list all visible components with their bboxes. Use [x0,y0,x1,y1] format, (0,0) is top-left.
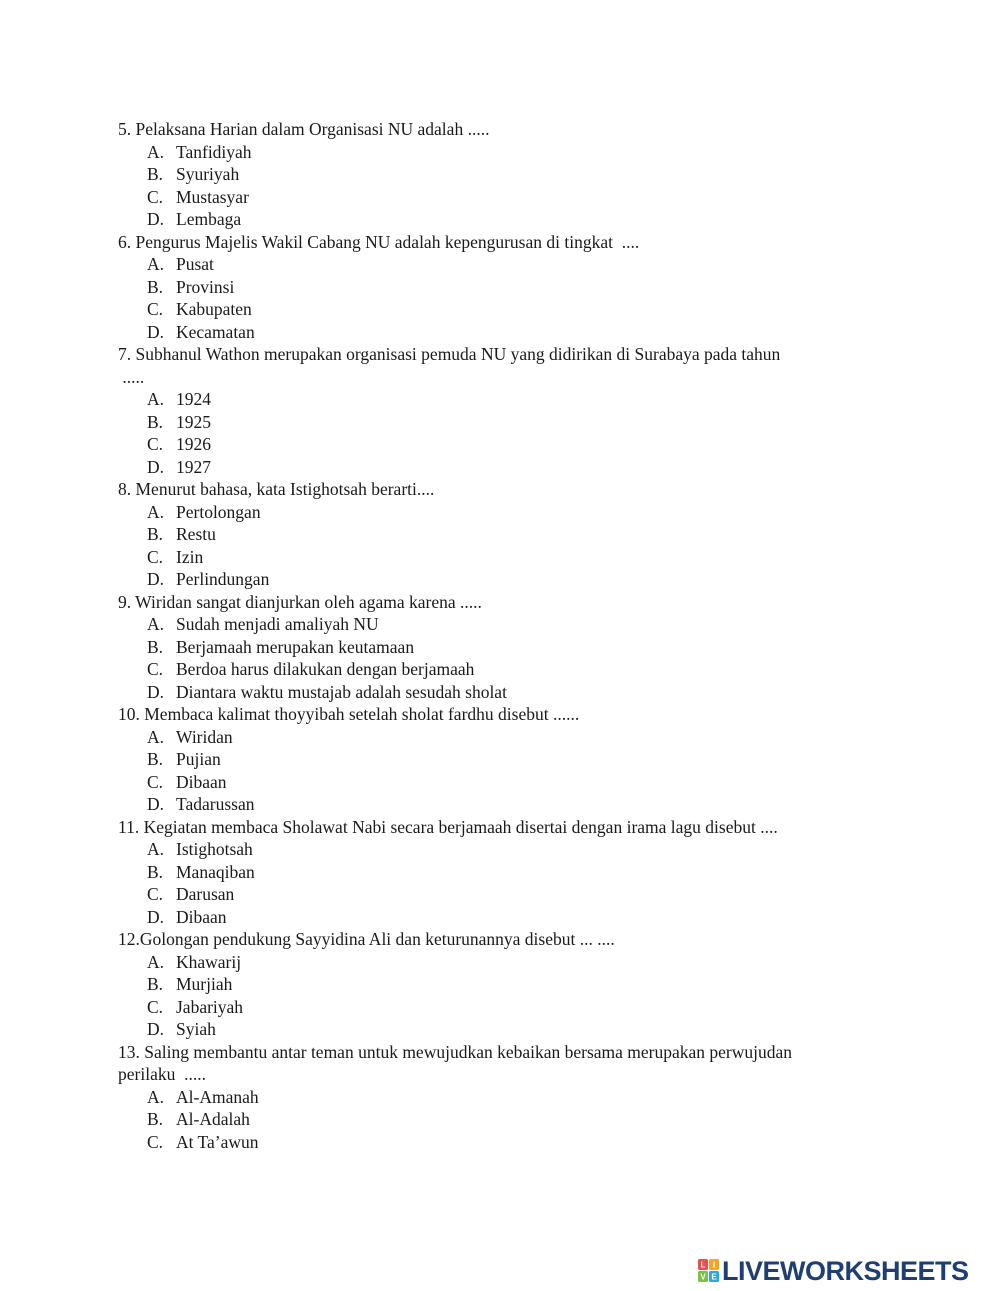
option-text: Dibaan [176,771,227,792]
option-letter: C. [147,186,164,207]
answer-option [118,276,898,299]
option-letter: D. [147,209,165,229]
answer-option [118,1131,898,1154]
option-letter: D. [147,681,165,702]
answer-option [118,838,898,861]
option-letter: C. [147,1131,164,1152]
answer-option [118,748,898,771]
option-letter: A. [147,726,165,747]
question-block-q12 [118,928,898,1041]
option-letter: D. [147,794,165,814]
option-letter: C. [147,884,164,904]
logo-letter: E [711,1272,717,1282]
answer-option [118,771,898,794]
answer-option [118,501,898,524]
option-letter: A. [147,1086,165,1107]
answer-option [118,321,898,344]
option-text: Wiridan [176,726,233,747]
option-text: At Ta’awun [176,1131,259,1152]
option-text: Kecamatan [176,321,255,342]
option-letter: D. [147,321,165,342]
option-text: Pertolongan [176,501,261,522]
option-letter: C. [147,659,164,679]
answer-option [118,726,898,749]
option-letter: B. [147,636,164,657]
answer-option [118,523,898,546]
option-text: Darusan [176,884,235,904]
question-block-q6 [118,231,898,344]
question-text: 9. Wiridan sangat dianjurkan oleh agama karena ..... [118,591,482,612]
question-text: 8. Menurut bahasa, kata Istighotsah berarti.... [118,479,435,499]
option-letter: C. [147,771,164,792]
answer-option [118,568,898,591]
answer-option [118,883,898,906]
question-text-continuation: ..... [118,366,145,387]
question-block-q7 [118,343,898,478]
option-text: Jabariyah [176,996,244,1017]
option-text: Perlindungan [176,569,270,589]
logo-letter: L [700,1260,706,1270]
option-letter: D. [147,456,165,477]
option-text: Al-Amanah [176,1086,259,1107]
option-letter: D. [147,906,165,927]
option-text: Restu [176,524,216,544]
option-letter: A. [147,254,165,274]
answer-option [118,613,898,636]
answer-option [118,906,898,929]
question-block-q13 [118,1041,898,1154]
question-text: 10. Membaca kalimat thoyyibah setelah sholat fardhu disebut ...... [118,704,580,724]
answer-option [118,456,898,479]
answer-option [118,411,898,434]
question-text: 13. Saling membantu antar teman untuk mewujudkan kebaikan bersama merupakan perwujudan [118,1041,793,1062]
option-letter: D. [147,1019,165,1039]
option-text: Mustasyar [176,186,249,207]
option-letter: A. [147,839,165,859]
question-block-q8 [118,478,898,591]
answer-option [118,1018,898,1041]
answer-option [118,388,898,411]
answer-option [118,681,898,704]
option-letter: B. [147,861,164,882]
option-text: Tanfidiyah [176,141,252,162]
option-text: Diantara waktu mustajab adalah sesudah sholat [176,681,507,702]
answer-option [118,793,898,816]
option-text: 1924 [176,389,211,409]
answer-option [118,973,898,996]
answer-option [118,163,898,186]
option-letter: B. [147,1109,164,1129]
option-text: Izin [176,546,204,567]
answer-option [118,253,898,276]
option-text: Provinsi [176,276,235,297]
option-text: 1927 [176,456,211,477]
question-text: 6. Pengurus Majelis Wakil Cabang NU adalah kepengurusan di tingkat .... [118,231,640,252]
option-text: Lembaga [176,209,242,229]
option-letter: D. [147,569,165,589]
liveworksheets-logo-icon [698,1259,720,1283]
logo-blocks [698,1259,719,1282]
option-letter: B. [147,411,164,432]
answer-option [118,208,898,231]
option-text: Dibaan [176,906,227,927]
answer-option [118,1086,898,1109]
question-text: 11. Kegiatan membaca Sholawat Nabi secara berjamaah disertai dengan irama lagu disebut .... [118,816,778,837]
option-text: Pusat [176,254,214,274]
option-letter: C. [147,996,164,1017]
logo-letter: V [700,1272,706,1282]
question-text: 12.Golongan pendukung Sayyidina Ali dan keturunannya disebut ... .... [118,929,615,949]
option-letter: A. [147,951,165,972]
option-letter: C. [147,546,164,567]
option-letter: A. [147,389,165,409]
brand-text: LIVEWORKSHEETS [722,1255,969,1286]
option-text: Manaqiban [176,861,255,882]
question-block-q9 [118,591,898,704]
option-text: 1925 [176,411,211,432]
option-text: Murjiah [176,974,233,994]
option-text: 1926 [176,434,211,454]
question-block-q10 [118,703,898,816]
option-text: Syiah [176,1019,216,1039]
answer-option [118,546,898,569]
option-text: Istighotsah [176,839,253,859]
answer-option [118,433,898,456]
option-letter: C. [147,434,164,454]
option-letter: B. [147,524,164,544]
option-letter: B. [147,974,164,994]
answer-option [118,298,898,321]
option-text: Khawarij [176,951,242,972]
question-text-continuation: perilaku ..... [118,1064,206,1084]
option-letter: C. [147,299,164,319]
option-letter: B. [147,276,164,297]
option-text: Kabupaten [176,299,252,319]
answer-option [118,861,898,884]
answer-option [118,636,898,659]
answer-option [118,186,898,209]
answer-option [118,1108,898,1131]
answer-option [118,141,898,164]
option-text: Al-Adalah [176,1109,250,1129]
question-block-q11 [118,816,898,929]
option-text: Tadarussan [176,794,255,814]
question-block-q5 [118,118,898,231]
answer-option [118,951,898,974]
answer-option [118,658,898,681]
option-text: Syuriyah [176,164,240,184]
question-text: 7. Subhanul Wathon merupakan organisasi pemuda NU yang didirikan di Surabaya pada tahun [118,344,781,364]
option-letter: B. [147,164,164,184]
question-text: 5. Pelaksana Harian dalam Organisasi NU adalah ..... [118,119,490,139]
answer-option [118,996,898,1019]
logo-letter: I [712,1260,716,1270]
liveworksheets-brand [698,1256,969,1286]
option-letter: B. [147,749,164,769]
option-letter: A. [147,614,165,634]
option-text: Berjamaah merupakan keutamaan [176,636,415,657]
option-text: Berdoa harus dilakukan dengan berjamaah [176,659,475,679]
option-text: Sudah menjadi amaliyah NU [176,614,379,634]
option-letter: A. [147,501,165,522]
option-letter: A. [147,141,165,162]
worksheet-questions [118,118,898,1153]
option-text: Pujian [176,749,221,769]
